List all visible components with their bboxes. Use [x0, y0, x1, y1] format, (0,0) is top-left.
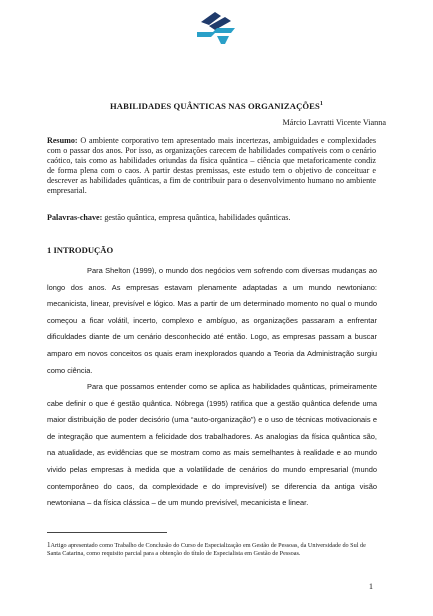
paragraph-text: Para que possamos entender como se aplica as habilidades quânticas, primeiramente cabe definir o que é gestão quântica. Nóbrega (1995) ratifica que a gestão quântica defende uma maior distribuição de poder decisório (uma “auto-organização”) e o uso de técnicas motivacionais e de integração que aumentem a felicidade dos trabalhadores. As analogias da física quântica são, na atualidade, as evidências que se mostram como as mais semelhantes à realidade e ao mundo vivido pelas empresas à medida que a volatilidade de cenários do mundo empresarial (mundo contemporâneo do caos, da complexidade e do imprevisível) se diferencia da antiga visão newtoniana – da física clássica – de um mundo previsível, mecanicista e linear.	[47, 382, 377, 508]
footnote	[47, 541, 377, 558]
paragraph-text: Para Shelton (1999), o mundo dos negócios vem sofrendo com diversas mudanças ao longo dos anos. As empresas estavam plenamente adaptadas a um mundo newtoniano: mecanicista, linear, previsível e lógico. Mas a partir de um determinado momento no qual o mundo começou a ficar volátil, incerto, complexo e ambíguo, as organizações passaram a enfrentar dificuldades diante de um cenário desconhecido até então. Logo, as empresas passam a buscar amparo em novos conceitos os quais eram inexplorados quando a Teoria da Administração surgiu como ciência.	[47, 266, 377, 375]
keywords-label: Palavras-chave:	[47, 213, 103, 222]
keywords	[47, 213, 387, 222]
author-name: Márcio Lavratti Vicente Vianna	[282, 118, 386, 127]
footnote-text: Artigo apresentado como Trabalho de Conclusão do Curso de Especialização em Gestão de Pessoas, da Universidade do Sul de Santa Catarina, como requisito parcial para a obtenção do título de Especialista em Gestão de Pessoas.	[47, 542, 366, 557]
document-title: HABILIDADES QUÂNTICAS NAS ORGANIZAÇÕES$^1$	[110, 101, 323, 111]
section-heading: 1 INTRODUÇÃO	[47, 245, 114, 255]
page-number: 1	[368, 582, 373, 591]
institution-logo-icon	[195, 8, 239, 48]
abstract	[47, 136, 376, 196]
abstract-label: Resumo:	[47, 136, 78, 145]
footnote-divider	[47, 532, 167, 533]
abstract-text: O ambiente corporativo tem apresentado mais incertezas, ambiguidades e complexidades com o passar dos anos. Por isso, as organizações carecem de habilidades compatíveis com o cenário caótico, tais como as habilidades oriundas da física quântica – ciência que metaforicamente condiz de forma plena com o caos. A partir destas premissas, este estudo tem o objetivo de conceituar e descrever as habilidades quânticas, a fim de contribuir para o desenvolvimento humano no ambiente empresarial.	[47, 136, 376, 195]
paragraph	[47, 379, 377, 512]
paragraph	[47, 263, 377, 379]
keywords-text: gestão quântica, empresa quântica, habilidades quânticas.	[102, 213, 291, 222]
footnote-mark: 1	[47, 541, 51, 549]
